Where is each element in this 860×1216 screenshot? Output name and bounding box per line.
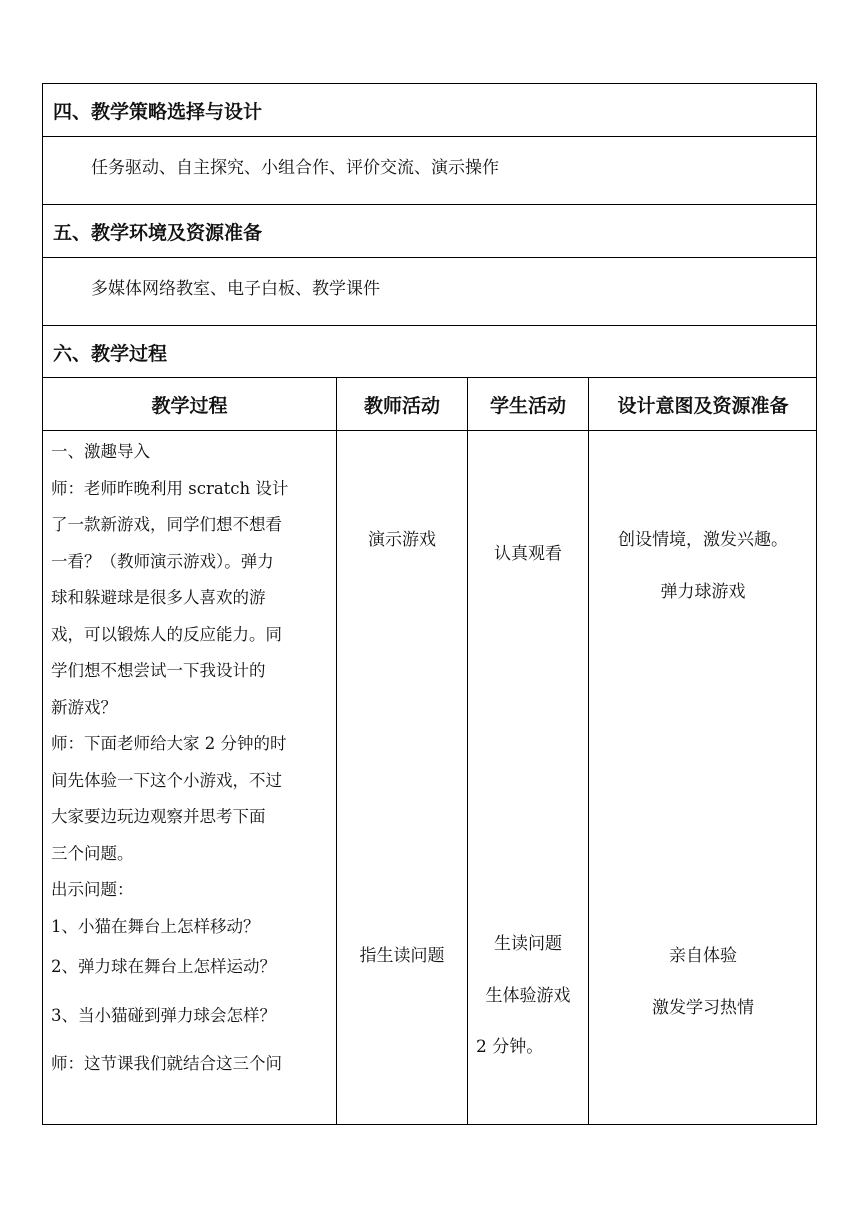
header-process: 教学过程	[151, 394, 228, 417]
section-6-title: 六、教学过程	[53, 343, 168, 365]
design-intent-1: 创设情境，激发兴趣。	[618, 530, 788, 550]
student-activity-4: 2 分钟。	[476, 1037, 544, 1057]
student-activity-2: 生读问题	[494, 934, 562, 954]
process-line: 师：老师昨晚利用 scratch 设计	[51, 478, 289, 498]
lesson-plan-table	[42, 83, 817, 1125]
section-5-title: 五、教学环境及资源准备	[53, 222, 263, 244]
process-line: 大家要边玩边观察并思考下面	[51, 807, 266, 826]
process-line: 三个问题。	[51, 843, 134, 863]
section-6-header-row	[43, 326, 816, 378]
process-line: 球和躲避球是很多人喜欢的游	[51, 588, 266, 607]
process-line: 师：下面老师给大家 2 分钟的时	[51, 734, 287, 753]
process-line: 了一款新游戏，同学们想不想看	[51, 515, 282, 534]
design-intent-2: 弹力球游戏	[660, 582, 746, 602]
section-4-title: 四、教学策略选择与设计	[53, 101, 263, 123]
process-line: 一看？（教师演示游戏）。弹力	[51, 551, 274, 571]
process-line: 3、当小猫碰到弹力球会怎样？	[51, 1005, 276, 1025]
design-intent-3: 亲自体验	[669, 946, 737, 966]
column-divider	[336, 378, 337, 1124]
process-line: 出示问题：	[51, 880, 134, 899]
process-line: 学们想不想尝试一下我设计的	[51, 661, 266, 680]
process-line: 一、激趣导入	[51, 442, 150, 461]
process-line: 间先体验一下这个小游戏，不过	[51, 770, 282, 790]
section-5-header-row	[43, 205, 816, 258]
process-line: 师：这节课我们就结合这三个问	[51, 1054, 282, 1073]
header-teacher-activity: 教师活动	[363, 394, 440, 417]
header-design-intent: 设计意图及资源准备	[617, 394, 789, 417]
process-text	[51, 434, 333, 1083]
process-line: 2、弹力球在舞台上怎样运动？	[51, 957, 276, 976]
process-line: 新游戏？	[51, 697, 117, 717]
section-4-content: 任务驱动、自主探究、小组合作、评价交流、演示操作	[91, 158, 499, 178]
design-intent-4: 激发学习热情	[652, 998, 754, 1018]
column-divider	[467, 378, 468, 1124]
teacher-activity-2: 指生读问题	[359, 946, 445, 966]
section-4-header-row	[43, 84, 816, 137]
process-line: 1、小猫在舞台上怎样移动？	[51, 916, 260, 936]
section-5-content-row	[43, 258, 816, 326]
student-activity-3: 生体验游戏	[485, 986, 571, 1006]
student-activity-1: 认真观看	[494, 544, 562, 564]
process-line: 戏，可以锻炼人的反应能力。同	[51, 624, 282, 644]
teacher-activity-1: 演示游戏	[368, 530, 436, 550]
section-5-content: 多媒体网络教室、电子白板、教学课件	[91, 279, 380, 299]
header-student-activity: 学生活动	[489, 394, 566, 417]
section-4-content-row	[43, 137, 816, 205]
